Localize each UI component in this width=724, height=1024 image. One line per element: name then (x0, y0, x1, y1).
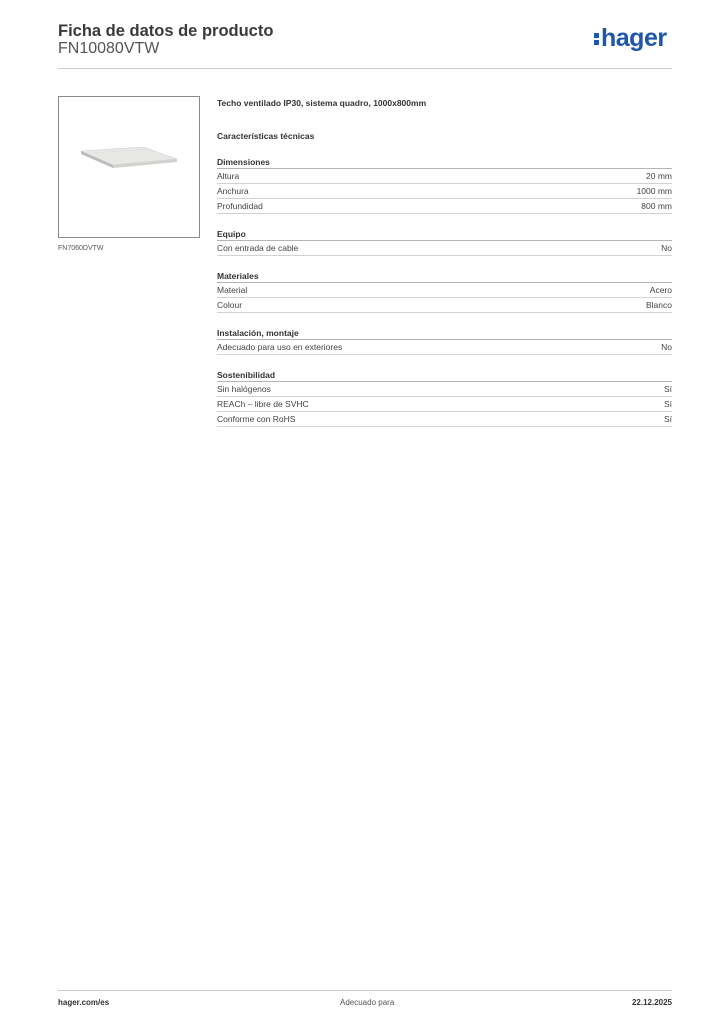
group-instalacion (217, 327, 672, 355)
section-heading: Características técnicas (217, 131, 315, 141)
spec-value: Blanco (646, 300, 672, 310)
spec-label: Sin halógenos (217, 384, 271, 394)
product-description: Techo ventilado IP30, sistema quadro, 1000x800mm (217, 98, 427, 108)
group-heading: Instalación, montaje (217, 327, 672, 340)
spec-value: No (661, 342, 672, 352)
spec-value: Sí (663, 399, 672, 409)
spec-value: Acero (649, 285, 672, 295)
group-materiales (217, 270, 672, 313)
spec-row (217, 382, 672, 397)
spec-label: Conforme con RoHS (217, 414, 296, 424)
footer-divider (58, 990, 672, 991)
spec-label: Altura (217, 171, 240, 181)
group-heading: Equipo (217, 228, 672, 241)
logo-text: hager (601, 24, 667, 52)
group-heading: Dimensiones (217, 156, 672, 169)
spec-label: Adecuado para uso en exteriores (217, 342, 343, 352)
spec-row (217, 298, 672, 313)
spec-row (217, 340, 672, 355)
group-heading: Sostenibilidad (217, 369, 672, 382)
logo-dots-icon (594, 29, 599, 46)
spec-value: 20 mm (646, 171, 672, 181)
footer-date: 22.12.2025 (631, 998, 672, 1007)
product-code: FN10080VTW (58, 40, 160, 57)
footer-website-link[interactable]: hager.com/es (58, 998, 110, 1007)
spec-row (217, 283, 672, 298)
spec-label: REACh – libre de SVHC (217, 399, 309, 409)
spec-row (217, 397, 672, 412)
spec-value: 800 mm (641, 201, 672, 211)
group-heading: Materiales (217, 270, 672, 283)
product-image-frame (58, 96, 200, 238)
spec-label: Profundidad (217, 201, 263, 211)
spec-row (217, 184, 672, 199)
spec-column (217, 96, 672, 427)
group-equipo (217, 228, 672, 256)
spec-value: No (661, 243, 672, 253)
group-sostenibilidad (217, 369, 672, 427)
vented-roof-panel-image (59, 97, 199, 237)
spec-row (217, 199, 672, 214)
page-title: Ficha de datos de producto (58, 22, 274, 40)
spec-label: Material (217, 285, 248, 295)
spec-row (217, 241, 672, 256)
spec-label: Con entrada de cable (217, 243, 299, 253)
hager-logo (594, 26, 667, 51)
spec-value: Sí (663, 384, 672, 394)
header-divider (58, 68, 672, 69)
spec-label: Colour (217, 300, 243, 310)
spec-value: Sí (663, 414, 672, 424)
group-dimensiones (217, 156, 672, 214)
spec-row (217, 412, 672, 427)
spec-value: 1000 mm (636, 186, 672, 196)
footer-center-text: Adecuado para (340, 998, 395, 1007)
image-caption: FN7060DVTW (58, 245, 104, 252)
spec-label: Anchura (217, 186, 249, 196)
spec-row (217, 169, 672, 184)
